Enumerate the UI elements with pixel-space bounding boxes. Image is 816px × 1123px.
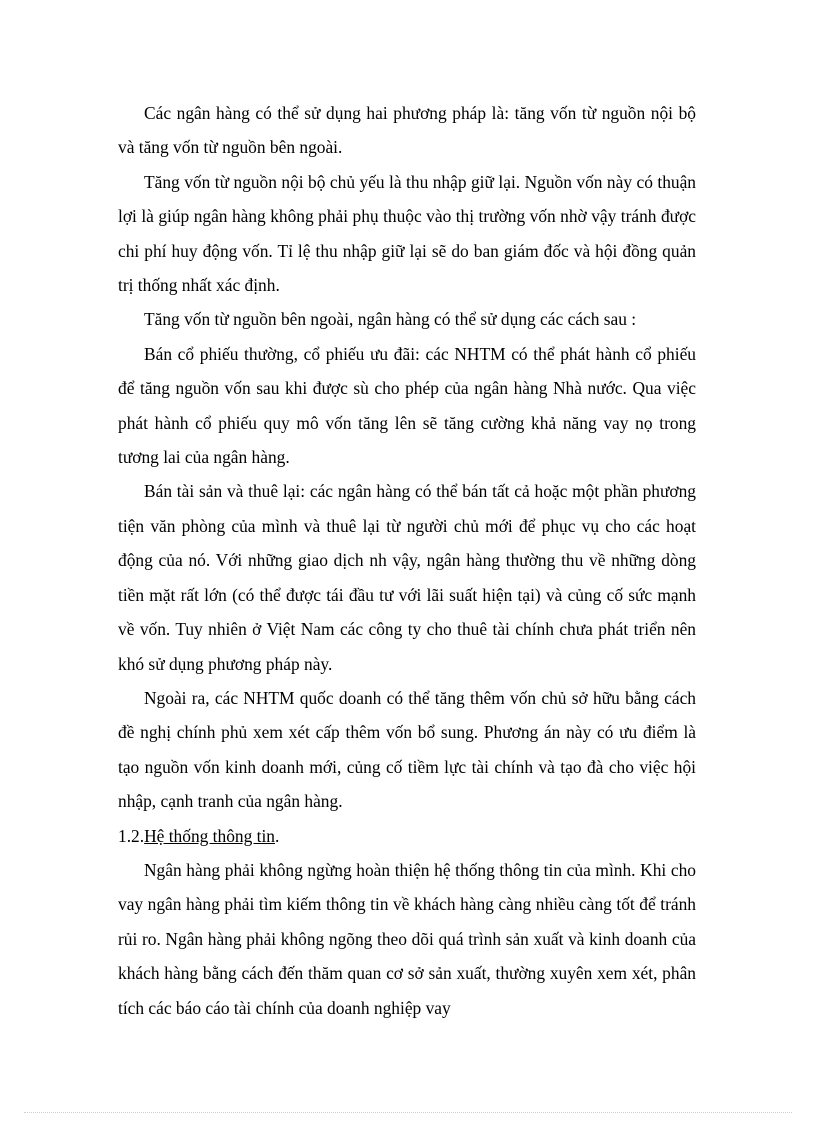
section-heading: [118, 819, 696, 853]
paragraph-state-banks: Ngoài ra, các NHTM quốc doanh có thể tăng thêm vốn chủ sở hữu bằng cách đề nghị chính phủ xem xét cấp thêm vốn bổ sung. Phương án này có ưu điểm là tạo nguồn vốn kinh doanh mới, củng cố tiềm lực tài chính và tạo đà cho việc hội nhập, cạnh tranh của ngân hàng.: [118, 687, 696, 812]
paragraph-sell-leaseback: Bán tài sản và thuê lại: các ngân hàng có thể bán tất cả hoặc một phần phương tiện văn phòng của mình và thuê lại từ người chủ mới để phục vụ cho các hoạt động của nó. Với những giao dịch nh vậy, ngân hàng thường thu về những dòng tiền mặt rất lớn (có thể được tái đầu tư với lãi suất hiện tại) và củng cố sức mạnh về vốn. Tuy nhiên ở Việt Nam các công ty cho thuê tài chính chưa phát triển nên khó sử dụng phương pháp này.: [118, 481, 696, 674]
paragraph-information-system: Ngân hàng phải không ngừng hoàn thiện hệ thống thông tin của mình. Khi cho vay ngân hàng phải tìm kiếm thông tin về khách hàng càng nhiều càng tốt để tránh rủi ro. Ngân hàng phải không ngõng theo dõi quá trình sản xuất và kinh doanh của khách hàng bằng cách đến thăm quan cơ sở sản xuất, thường xuyên xem xét, phân tích các báo cáo tài chính của doanh nghiệp vay: [118, 859, 696, 1018]
page-bottom-divider: [24, 1112, 792, 1113]
paragraph-capital-methods: Các ngân hàng có thể sử dụng hai phương pháp là: tăng vốn từ nguồn nội bộ và tăng vốn từ nguồn bên ngoài.: [118, 103, 696, 158]
document-page: [118, 96, 696, 1025]
paragraph-sell-shares: Bán cổ phiếu thường, cổ phiếu ưu đãi: các NHTM có thể phát hành cổ phiếu để tăng nguồn vốn sau khi được sù cho phép của ngân hàng Nhà nước. Qua việc phát hành cổ phiếu quy mô vốn tăng lên sẽ tăng cường khả năng vay nọ trong tương lai của ngân hàng.: [118, 343, 696, 468]
section-number: 1.2.: [118, 825, 145, 846]
paragraph-internal-capital: Tăng vốn từ nguồn nội bộ chủ yếu là thu nhập giữ lại. Nguồn vốn này có thuận lợi là giúp ngân hàng không phải phụ thuộc vào thị trường vốn nhờ vậy tránh được chi phí huy động vốn. Tỉ lệ thu nhập giữ lại sẽ do ban giám đốc và hội đồng quản trị thống nhất xác định.: [118, 171, 696, 296]
section-title: Hệ thống thông tin: [144, 825, 275, 846]
paragraph-external-capital: Tăng vốn từ nguồn bên ngoài, ngân hàng có thể sử dụng các cách sau :: [144, 309, 637, 330]
section-suffix: .: [275, 825, 280, 846]
